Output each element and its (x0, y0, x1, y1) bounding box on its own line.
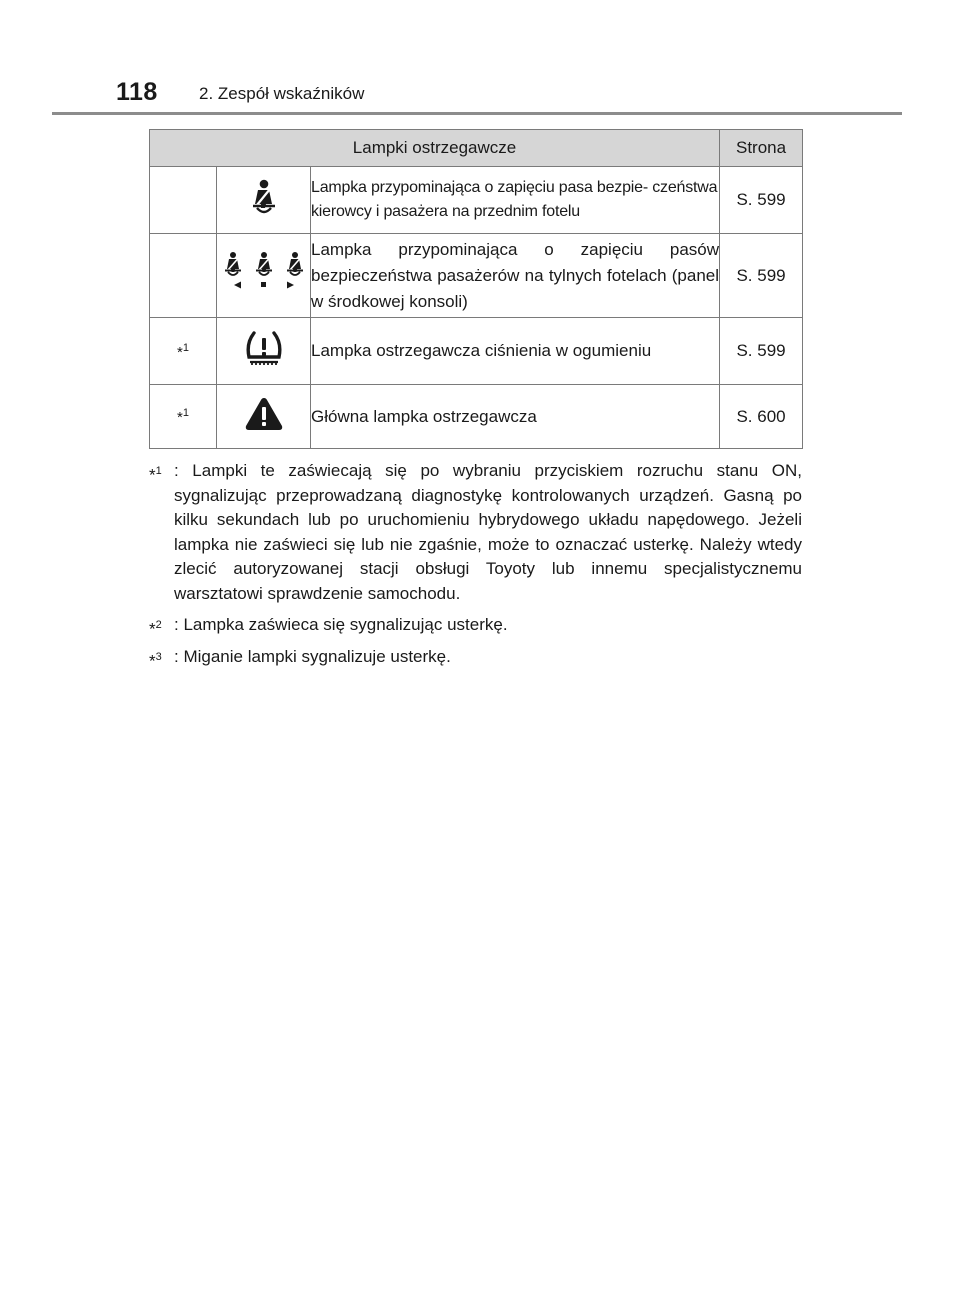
table-header-row (150, 130, 803, 167)
column-header-lamps: Lampki ostrzegawcze (150, 130, 720, 167)
note-cell (150, 167, 217, 234)
table-row (150, 234, 803, 318)
table-row (150, 385, 803, 449)
header-divider (52, 112, 902, 115)
footnote-3 (149, 645, 802, 670)
footnote-marker: *$^2$ (149, 619, 162, 639)
page-reference: S. 599 (720, 234, 803, 318)
page-reference: S. 600 (720, 385, 803, 449)
icon-cell (217, 385, 311, 449)
table-row (150, 167, 803, 234)
column-header-page: Strona (720, 130, 803, 167)
page-header (0, 0, 960, 120)
footnote-marker: *$^3$ (149, 650, 162, 671)
lamp-description: Lampka ostrzegawcza ciśnienia w ogumieniu (311, 318, 720, 385)
footnote-text: : Lampka zaświeca się sygnalizując usterkę. (174, 615, 508, 634)
driver-seatbelt-reminder-icon (247, 179, 281, 217)
table-row (150, 318, 803, 385)
lamp-description: Główna lampka ostrzegawcza (311, 385, 720, 449)
footnotes (149, 459, 802, 676)
page-number: 118 (116, 78, 158, 106)
footnote-text: : Lampki te zaświecają się po wybraniu przyciskiem rozruchu stanu ON, sygnalizując przeprowadzaną diagnostykę kontrolowanych urządzeń. Gasną po kilku sekundach lub po uruchomieniu hybrydowego układu napędowego. Jeżeli lampka nie zaświeci się lub nie zgaśnie, może to oznaczać usterkę. Należy wtedy zlecić autoryzowanej stacji obsługi Toyoty lub innemu specjalistycznemu warsztatowi sprawdzenie samochodu. (174, 461, 802, 603)
page-reference: S. 599 (720, 318, 803, 385)
footnote-marker: 1 (182, 407, 189, 419)
icon-cell (217, 318, 311, 385)
master-warning-icon (244, 396, 284, 432)
note-cell: *$^1$ (150, 318, 217, 385)
footnote-2 (149, 613, 802, 638)
lamp-description: Lampka przypominająca o zapięciu pasa bezpie- czeństwa kierowcy i pasażera na przednim fotelu (311, 167, 720, 234)
page-reference: S. 599 (720, 167, 803, 234)
lamp-description: Lampka przypominająca o zapięciu pasów bezpieczeństwa pasażerów na tylnych fotelach (panel w środkowej konsoli) (311, 234, 720, 318)
icon-cell (217, 234, 311, 318)
rear-seatbelt-reminder-icon (221, 251, 307, 295)
footnote-marker: *$^1$ (149, 465, 162, 485)
note-cell: *$^1$ (150, 385, 217, 449)
footnote-marker: 1 (182, 341, 189, 354)
note-cell (150, 234, 217, 318)
footnote-1 (149, 459, 802, 606)
icon-cell (217, 167, 311, 234)
footnote-text: : Miganie lampki sygnalizuje usterkę. (174, 646, 451, 666)
warning-lamps-table (149, 129, 803, 449)
tire-pressure-warning-icon (244, 329, 284, 369)
section-title: 2. Zespół wskaźników (199, 84, 365, 103)
